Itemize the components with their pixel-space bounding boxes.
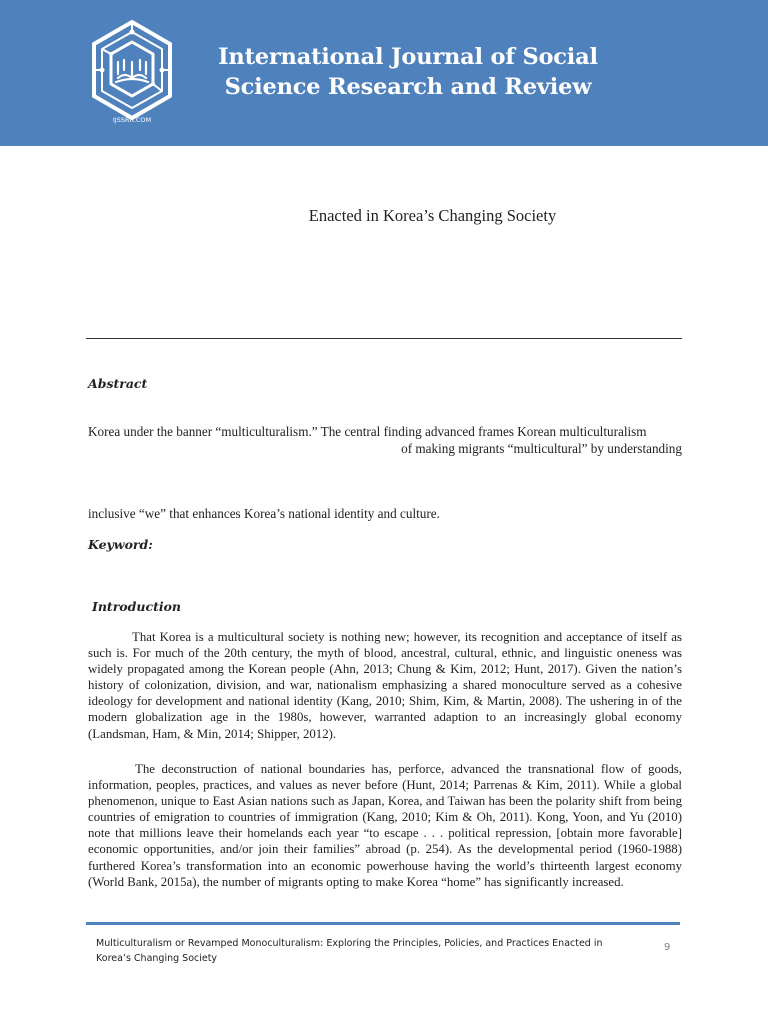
page-number: 9 xyxy=(664,942,671,953)
footer-divider xyxy=(86,922,680,925)
journal-title: International Journal of Social Science Research and Review xyxy=(218,44,598,100)
paper-title-fragment: Enacted in Korea’s Changing Society xyxy=(308,206,557,225)
abstract-line-2: of making migrants “multicultural” by understanding xyxy=(401,441,682,456)
introduction-paragraph-2: The deconstruction of national boundaries has, perforce, advanced the transnational flow of goods, information, peoples, practices, and values as never before (Hunt, 2014; Parrenas & Kim, 2011). While a global phenomenon, unique to East Asian nations such as Japan, Korea, and Taiwan has been the polarity shift from being countries of emigration to countries of immigration (Kang, 2010; Kim & Oh, 2011). Kong, Yoon, and Yu (2010) note that millions leave their homelands each year “to escape . . . political repression, [obtain more favorable] economic opportunities, and/or join their families” abroad (p. 254). As the developmental period (1960-1988) furthered Korea’s transformation into an economic powerhouse having the world’s thirteenth largest economy (World Bank, 2015a), the number of migrants opting to make Korea “home” has significantly increased. xyxy=(88,762,682,889)
book-hexagon-logo-icon xyxy=(86,18,178,126)
running-footer-title: Multiculturalism or Revamped Monoculturalism: Exploring the Principles, Policies, and Practices Enacted in Korea’s Changing Society xyxy=(96,938,603,964)
introduction-paragraph-1: That Korea is a multicultural society is nothing new; however, its recognition and acceptance of itself as such is. For much of the 20th century, the myth of blood, ancestral, cultural, ethnic, and linguistic oneness was widely propagated among the Korean people (Ahn, 2013; Chung & Kim, 2012; Hunt, 2017). Given the nation’s history of colonization, division, and war, nationalism emphasizing a shared monoculture served as a cohesive ideology for development and national identity (Kang, 2010; Shim, Kim, & Martin, 2008). The ushering in of the modern globalization age in the 1980s, however, warranted adaption to an increasingly global economy (Landsman, Ham, & Min, 2014; Shipper, 2012). xyxy=(88,630,682,741)
keyword-heading: Keyword: xyxy=(88,537,153,552)
journal-banner xyxy=(0,0,768,146)
introduction-heading: Introduction xyxy=(92,599,182,614)
logo-text: IJSSRR.COM xyxy=(112,116,152,124)
title-divider xyxy=(86,338,682,339)
abstract-line-3: inclusive “we” that enhances Korea’s national identity and culture. xyxy=(88,506,440,521)
abstract-heading: Abstract xyxy=(88,376,148,391)
abstract-line-1: Korea under the banner “multiculturalism.” The central finding advanced frames Korean multiculturalism xyxy=(88,424,647,439)
